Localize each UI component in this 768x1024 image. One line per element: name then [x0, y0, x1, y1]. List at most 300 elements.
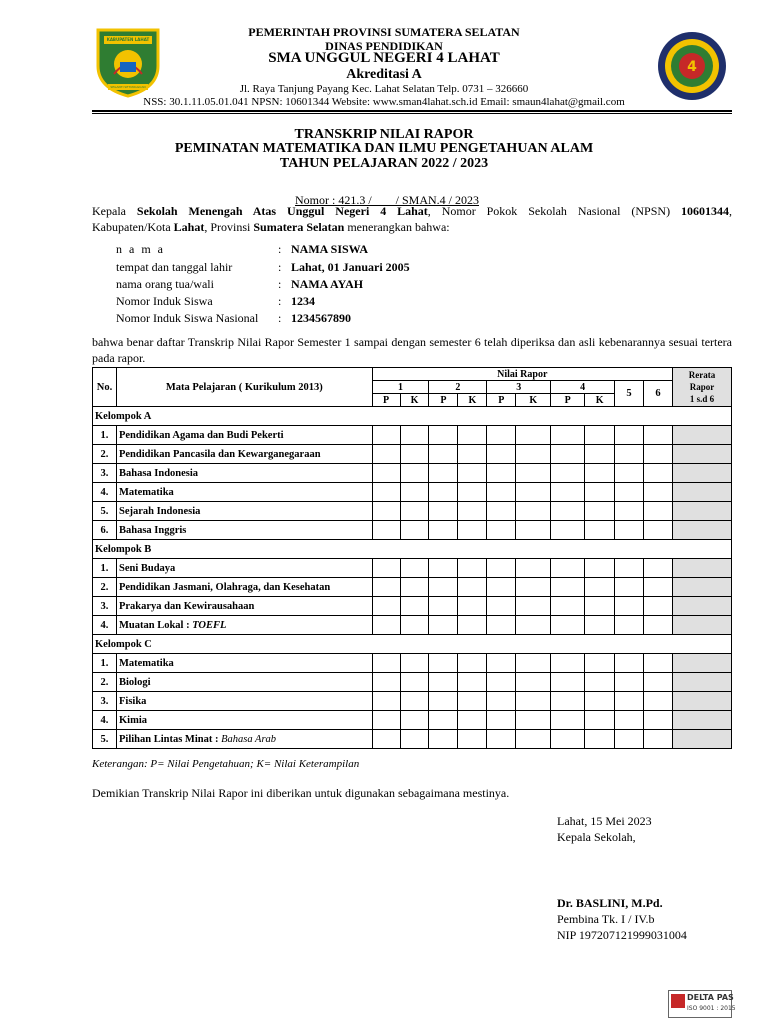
subject-number: 5.	[93, 730, 117, 749]
grade-cell	[487, 692, 516, 711]
subject-number: 4.	[93, 483, 117, 502]
grade-cell	[585, 464, 615, 483]
average-cell	[672, 502, 731, 521]
subject-number: 4.	[93, 711, 117, 730]
grade-cell	[458, 483, 487, 502]
student-birth-label: tempat dan tanggal lahir	[116, 260, 233, 274]
subject-number: 2.	[93, 445, 117, 464]
group-name: Kelompok A	[93, 407, 732, 426]
pk-header-k: K	[516, 394, 551, 407]
regency-logo-text: KABUPATEN LAHAT	[106, 37, 150, 42]
subject-cell	[116, 483, 372, 502]
grade-cell	[551, 711, 585, 730]
grade-cell	[551, 426, 585, 445]
grade-cell	[516, 559, 551, 578]
grade-cell	[615, 578, 644, 597]
grade-cell	[372, 559, 400, 578]
grade-cell	[487, 502, 516, 521]
subject-number: 6.	[93, 521, 117, 540]
grade-cell	[644, 426, 673, 445]
average-cell	[672, 597, 731, 616]
grade-cell	[458, 673, 487, 692]
grade-cell	[644, 521, 673, 540]
intro-text-2: , Nomor Pokok Sekolah Nasional (NPSN)	[427, 204, 681, 218]
grade-cell	[487, 521, 516, 540]
grade-cell	[372, 616, 400, 635]
grade-cell	[615, 464, 644, 483]
subject-row	[93, 616, 732, 635]
grade-cell	[551, 673, 585, 692]
grade-cell	[487, 426, 516, 445]
signature-role: Kepala Sekolah,	[557, 830, 636, 844]
subject-cell	[116, 730, 372, 749]
grade-cell	[372, 502, 400, 521]
subject-name: Kimia	[118, 714, 147, 726]
header-divider	[92, 110, 732, 112]
col-header-subject: Mata Pelajaran ( Kurikulum 2013)	[116, 368, 372, 407]
pk-header-p: P	[372, 394, 400, 407]
document-title: TRANSKRIP NILAI RAPOR	[294, 127, 474, 142]
header-school-name: SMA UNGGUL NEGERI 4 LAHAT	[268, 50, 500, 66]
grade-cell	[516, 730, 551, 749]
grade-cell	[516, 464, 551, 483]
subject-row	[93, 559, 732, 578]
semester-header-1: 1	[372, 381, 429, 394]
grade-cell	[400, 445, 429, 464]
grade-cell	[429, 597, 458, 616]
subject-row	[93, 464, 732, 483]
subject-number: 5.	[93, 502, 117, 521]
subject-row	[93, 673, 732, 692]
closing-statement: Demikian Transkrip Nilai Rapor ini diberikan untuk digunakan sebagaimana mestinya.	[92, 786, 510, 800]
subject-cell	[116, 559, 372, 578]
grade-cell	[429, 711, 458, 730]
grade-cell	[372, 654, 400, 673]
grade-cell	[429, 464, 458, 483]
subject-name: Fisika	[118, 695, 147, 707]
grade-cell	[644, 692, 673, 711]
grade-cell	[372, 673, 400, 692]
semester-header-6: 6	[644, 381, 673, 407]
grade-cell	[487, 597, 516, 616]
grade-cell	[644, 502, 673, 521]
student-name-value: NAMA SISWA	[291, 242, 369, 256]
grade-cell	[458, 578, 487, 597]
group-name: Kelompok C	[93, 635, 732, 654]
grade-cell	[516, 597, 551, 616]
legend-note: Keterangan: P= Nilai Pengetahuan; K= Nilai Keterampilan	[92, 758, 360, 770]
average-cell	[672, 673, 731, 692]
subject-detail: Bahasa Arab	[221, 733, 277, 745]
grade-cell	[644, 464, 673, 483]
subject-cell	[116, 616, 372, 635]
grade-cell	[372, 521, 400, 540]
grade-cell	[400, 597, 429, 616]
badge-brand: DELTA PAS	[687, 993, 734, 1002]
student-nisn-value: 1234567890	[291, 311, 351, 325]
col-header-rerata	[672, 368, 731, 407]
grade-cell	[487, 483, 516, 502]
grade-cell	[458, 502, 487, 521]
semester-header-2: 2	[429, 381, 487, 394]
academic-year: TAHUN PELAJARAN 2022 / 2023	[279, 156, 489, 171]
grade-cell	[458, 616, 487, 635]
grade-cell	[487, 464, 516, 483]
subject-detail: TOEFL	[192, 619, 227, 631]
grade-cell	[429, 559, 458, 578]
grade-cell	[516, 483, 551, 502]
grade-cell	[644, 578, 673, 597]
average-cell	[672, 654, 731, 673]
subject-cell	[116, 597, 372, 616]
subject-row	[93, 692, 732, 711]
grade-cell	[429, 673, 458, 692]
group-row	[93, 540, 732, 559]
grade-cell	[644, 597, 673, 616]
grade-cell	[551, 730, 585, 749]
document-subtitle: PEMINATAN MATEMATIKA DAN ILMU PENGETAHUAN ALAM	[174, 141, 594, 156]
rerata-line-3: 1 s.d 6	[689, 394, 715, 404]
subject-name: Muatan Lokal :	[118, 619, 193, 631]
grade-cell	[372, 464, 400, 483]
subject-number: 2.	[93, 673, 117, 692]
student-nisn-label: Nomor Induk Siswa Nasional	[116, 311, 259, 325]
grade-cell	[487, 578, 516, 597]
average-cell	[672, 521, 731, 540]
grade-cell	[487, 730, 516, 749]
grade-cell	[372, 711, 400, 730]
student-parent-label: nama orang tua/wali	[116, 277, 214, 291]
intro-regency: Lahat	[173, 220, 205, 234]
student-name-row: n a m a : NAMA SISWA	[116, 242, 369, 256]
pk-header-p: P	[429, 394, 458, 407]
semester-header-4: 4	[551, 381, 615, 394]
grade-cell	[487, 616, 516, 635]
grade-cell	[644, 673, 673, 692]
subject-name: Pendidikan Pancasila dan Kewarganegaraan	[118, 448, 321, 460]
signature-nip: NIP 197207121999031004	[557, 928, 687, 942]
student-parent-row: nama orang tua/wali : NAMA AYAH	[116, 277, 364, 291]
pk-header-p: P	[487, 394, 516, 407]
student-parent-value: NAMA AYAH	[291, 277, 364, 291]
grade-cell	[458, 426, 487, 445]
student-birth-row: tempat dan tanggal lahir : Lahat, 01 Januari 2005	[116, 260, 410, 274]
subject-number: 4.	[93, 616, 117, 635]
grade-cell	[400, 521, 429, 540]
student-nis-value: 1234	[291, 294, 315, 308]
grade-cell	[585, 597, 615, 616]
grade-cell	[585, 445, 615, 464]
grade-cell	[458, 597, 487, 616]
average-cell	[672, 483, 731, 502]
subject-name: Matematika	[118, 486, 174, 498]
group-row	[93, 407, 732, 426]
semester-header-3: 3	[487, 381, 551, 394]
subject-number: 3.	[93, 597, 117, 616]
svg-text:4: 4	[687, 59, 697, 75]
grade-cell	[372, 692, 400, 711]
subject-row	[93, 521, 732, 540]
regency-logo-motto: SEGANTI SETUNGGUAN	[110, 85, 146, 89]
subject-row	[93, 597, 732, 616]
subject-row	[93, 578, 732, 597]
header-divider-thin	[92, 113, 732, 114]
intro-text-5: , Provinsi	[204, 220, 254, 234]
grade-cell	[487, 711, 516, 730]
average-cell	[672, 559, 731, 578]
header-accreditation: Akreditasi A	[346, 67, 422, 82]
average-cell	[672, 426, 731, 445]
subject-name: Bahasa Inggris	[118, 524, 187, 536]
grade-cell	[458, 711, 487, 730]
grade-cell	[516, 673, 551, 692]
average-cell	[672, 730, 731, 749]
subject-number: 1.	[93, 559, 117, 578]
group-name: Kelompok B	[93, 540, 732, 559]
intro-text-6: menerangkan bahwa:	[344, 220, 450, 234]
col-header-nilai-rapor: Nilai Rapor	[372, 368, 672, 381]
subject-cell	[116, 673, 372, 692]
intro-school-name: Sekolah Menengah Atas Unggul Negeri 4 Lahat	[136, 204, 428, 218]
grade-cell	[585, 578, 615, 597]
student-nisn-row: Nomor Induk Siswa Nasional : 1234567890	[116, 311, 351, 325]
header-contact-ids: NSS: 30.1.11.05.01.041 NPSN: 10601344 Website: www.sman4lahat.sch.id Email: smaun4lahat@gmail.com	[143, 96, 625, 108]
grade-cell	[551, 483, 585, 502]
grade-cell	[429, 692, 458, 711]
grade-cell	[551, 559, 585, 578]
grade-cell	[516, 502, 551, 521]
subject-number: 2.	[93, 578, 117, 597]
grade-cell	[458, 445, 487, 464]
grade-cell	[516, 654, 551, 673]
grade-cell	[400, 692, 429, 711]
grade-cell	[644, 483, 673, 502]
signature-rank: Pembina Tk. I / IV.b	[557, 912, 655, 926]
subject-row	[93, 483, 732, 502]
subject-row	[93, 426, 732, 445]
grade-cell	[458, 559, 487, 578]
grade-cell	[644, 559, 673, 578]
signature-name: Dr. BASLINI, M.Pd.	[557, 896, 663, 910]
grade-cell	[585, 711, 615, 730]
grade-cell	[615, 559, 644, 578]
intro-text-3: ,	[729, 204, 732, 218]
grade-cell	[516, 426, 551, 445]
grade-cell	[429, 483, 458, 502]
subject-row	[93, 730, 732, 749]
average-cell	[672, 711, 731, 730]
grade-cell	[551, 597, 585, 616]
grade-cell	[615, 502, 644, 521]
grade-cell	[615, 711, 644, 730]
badge-mark-icon	[671, 994, 685, 1008]
grade-cell	[615, 692, 644, 711]
grade-cell	[551, 692, 585, 711]
grade-cell	[400, 673, 429, 692]
grade-cell	[429, 521, 458, 540]
grade-cell	[585, 559, 615, 578]
subject-name: Prakarya dan Kewirausahaan	[118, 600, 255, 612]
grade-cell	[644, 730, 673, 749]
grade-cell	[551, 445, 585, 464]
grade-cell	[551, 654, 585, 673]
subject-number: 3.	[93, 692, 117, 711]
subject-cell	[116, 445, 372, 464]
grade-cell	[551, 521, 585, 540]
grade-cell	[400, 502, 429, 521]
grade-cell	[615, 730, 644, 749]
header-government: PEMERINTAH PROVINSI SUMATERA SELATAN	[248, 25, 520, 39]
grade-cell	[516, 692, 551, 711]
intro-text-4: Kabupaten/Kota	[92, 220, 174, 234]
subject-cell	[116, 578, 372, 597]
grade-cell	[487, 673, 516, 692]
subject-row	[93, 445, 732, 464]
grade-cell	[551, 578, 585, 597]
grade-cell	[400, 578, 429, 597]
subject-name: Pilihan Lintas Minat :	[118, 733, 222, 745]
header-address: Jl. Raya Tanjung Payang Kec. Lahat Selatan Telp. 0731 – 326660	[239, 83, 529, 95]
student-nis-label: Nomor Induk Siswa	[116, 294, 213, 308]
grade-cell	[429, 730, 458, 749]
group-row	[93, 635, 732, 654]
grade-cell	[429, 654, 458, 673]
grade-cell	[615, 597, 644, 616]
pk-header-k: K	[458, 394, 487, 407]
col-header-no: No.	[93, 368, 117, 407]
rerata-line-1: Rerata	[688, 370, 716, 380]
signature-place-date: Lahat, 15 Mei 2023	[557, 814, 652, 828]
grade-cell	[585, 426, 615, 445]
grade-cell	[644, 654, 673, 673]
grade-cell	[585, 502, 615, 521]
intro-npsn: 10601344	[681, 204, 729, 218]
student-name-label: n a m a	[116, 242, 165, 256]
grade-cell	[516, 711, 551, 730]
grade-cell	[372, 426, 400, 445]
subject-cell	[116, 711, 372, 730]
average-cell	[672, 445, 731, 464]
grade-cell	[487, 445, 516, 464]
grade-cell	[487, 654, 516, 673]
subject-cell	[116, 464, 372, 483]
grade-cell	[429, 616, 458, 635]
semester-header-5: 5	[615, 381, 644, 407]
grade-cell	[615, 445, 644, 464]
iso-certification-badge	[668, 990, 736, 1018]
subject-number: 3.	[93, 464, 117, 483]
subject-cell	[116, 426, 372, 445]
subject-name: Biologi	[118, 676, 151, 688]
subject-row	[93, 502, 732, 521]
grade-cell	[585, 730, 615, 749]
grade-cell	[372, 578, 400, 597]
grade-cell	[615, 673, 644, 692]
grade-cell	[615, 654, 644, 673]
subject-name: Pendidikan Jasmani, Olahraga, dan Kesehatan	[118, 581, 331, 593]
pk-header-k: K	[585, 394, 615, 407]
subject-cell	[116, 692, 372, 711]
intro-text-1: Kepala	[92, 204, 137, 218]
pk-header-k: K	[400, 394, 429, 407]
grades-table	[92, 367, 732, 749]
grade-cell	[644, 445, 673, 464]
grade-cell	[516, 578, 551, 597]
grade-cell	[429, 445, 458, 464]
grade-cell	[429, 502, 458, 521]
intro-province: Sumatera Selatan	[253, 220, 345, 234]
subject-row	[93, 711, 732, 730]
subject-cell	[116, 502, 372, 521]
subject-name: Matematika	[118, 657, 174, 669]
grade-cell	[585, 654, 615, 673]
grade-cell	[585, 692, 615, 711]
grade-cell	[429, 578, 458, 597]
grade-cell	[372, 730, 400, 749]
badge-iso: ISO 9001 : 2015	[687, 1005, 736, 1012]
subject-cell	[116, 654, 372, 673]
grade-cell	[372, 597, 400, 616]
grade-cell	[516, 445, 551, 464]
grade-cell	[585, 521, 615, 540]
subject-number: 1.	[93, 426, 117, 445]
grade-cell	[372, 483, 400, 502]
grade-cell	[429, 426, 458, 445]
grade-cell	[400, 464, 429, 483]
grade-cell	[644, 616, 673, 635]
pk-header-p: P	[551, 394, 585, 407]
student-birth-value: Lahat, 01 Januari 2005	[291, 260, 410, 274]
grade-cell	[458, 464, 487, 483]
grade-cell	[585, 673, 615, 692]
grade-cell	[458, 521, 487, 540]
grade-cell	[458, 692, 487, 711]
grade-cell	[516, 521, 551, 540]
grade-cell	[551, 502, 585, 521]
statement-paragraph: bahwa benar daftar Transkrip Nilai Rapor Semester 1 sampai dengan semester 6 telah diperiksa dan asli kebenarannya sesuai tertera pada rapor.	[92, 335, 732, 365]
subject-name: Pendidikan Agama dan Budi Pekerti	[118, 429, 284, 441]
grade-cell	[400, 711, 429, 730]
grade-cell	[487, 559, 516, 578]
subject-cell	[116, 521, 372, 540]
subject-name: Seni Budaya	[118, 562, 176, 574]
subject-name: Sejarah Indonesia	[118, 505, 201, 517]
grade-cell	[400, 426, 429, 445]
subject-name: Bahasa Indonesia	[118, 467, 199, 479]
subject-row	[93, 654, 732, 673]
subject-number: 1.	[93, 654, 117, 673]
grades-table-body	[93, 407, 732, 749]
average-cell	[672, 578, 731, 597]
header-department: DINAS PENDIDIKAN	[325, 39, 443, 53]
student-nis-row: Nomor Induk Siswa : 1234	[116, 294, 315, 308]
grade-cell	[551, 464, 585, 483]
rerata-line-2: Rapor	[689, 382, 715, 392]
grade-cell	[372, 445, 400, 464]
grade-cell	[458, 730, 487, 749]
grade-cell	[585, 616, 615, 635]
grade-cell	[615, 521, 644, 540]
grade-cell	[400, 483, 429, 502]
grade-cell	[615, 616, 644, 635]
average-cell	[672, 464, 731, 483]
grade-cell	[615, 483, 644, 502]
grade-cell	[458, 654, 487, 673]
grade-cell	[400, 559, 429, 578]
grade-cell	[516, 616, 551, 635]
grade-cell	[400, 730, 429, 749]
grade-cell	[615, 426, 644, 445]
